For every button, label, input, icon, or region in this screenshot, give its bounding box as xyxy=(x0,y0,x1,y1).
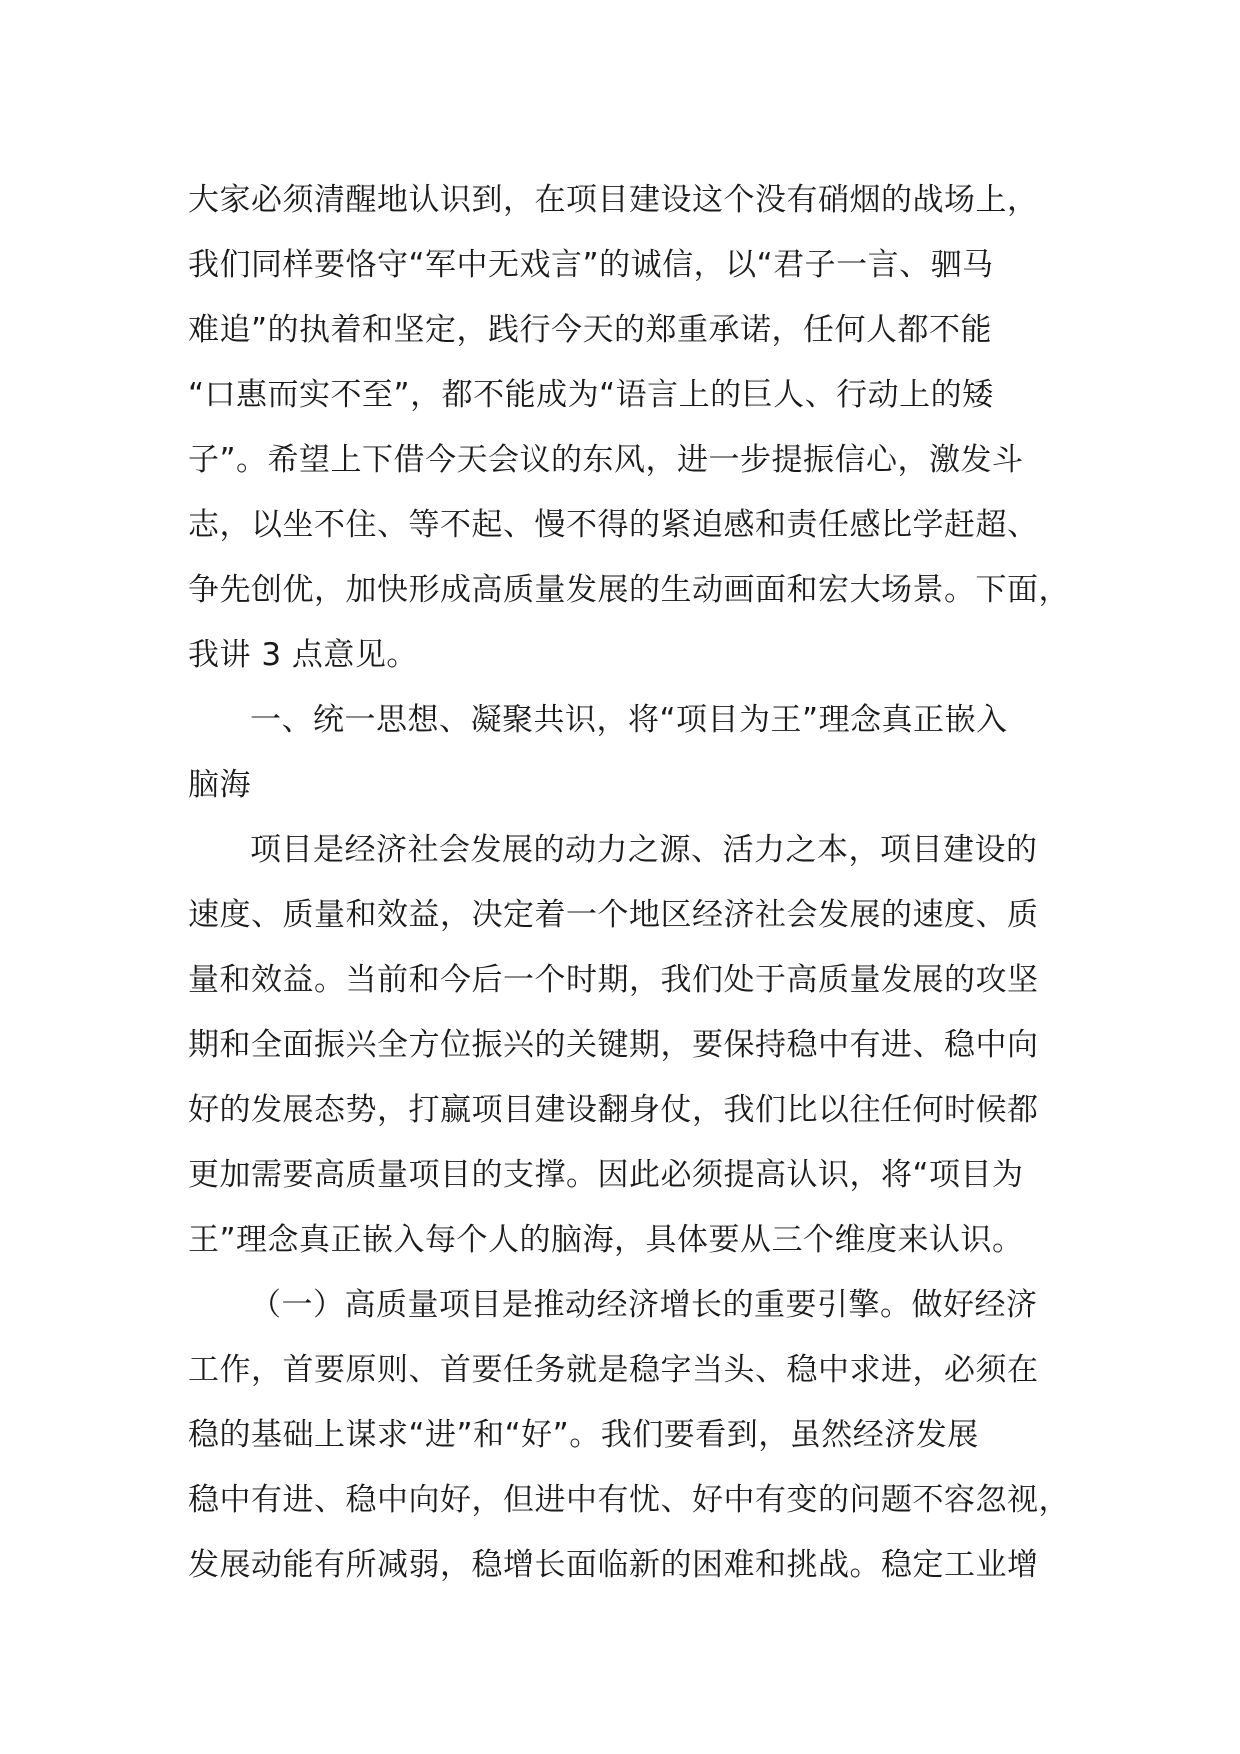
text-line: 我讲 3 点意见。 xyxy=(188,637,418,673)
text-line: 好的发展态势，打赢项目建设翻身仗，我们比以往任何时候都 xyxy=(188,1092,1039,1128)
text-line: 发展动能有所减弱，稳增长面临新的困难和挑战。稳定工业增 xyxy=(188,1547,1039,1583)
text-line: 志，以坐不住、等不起、慢不得的紧迫感和责任感比学赶超、 xyxy=(188,507,1039,543)
document-body xyxy=(188,168,1088,1598)
text-line: 子”。希望上下借今天会议的东风，进一步提振信心，激发斗 xyxy=(188,442,1024,478)
text-line: “口惠而实不至”，都不能成为“语言上的巨人、行动上的矮 xyxy=(188,377,994,413)
text-line: 速度、质量和效益，决定着一个地区经济社会发展的速度、质 xyxy=(188,897,1039,933)
text-line: 争先创优，加快形成高质量发展的生动画面和宏大场景。下面， xyxy=(188,572,1070,608)
text-line: （一）高质量项目是推动经济增长的重要引擎。做好经济 xyxy=(250,1287,1038,1323)
text-line: 大家必须清醒地认识到，在项目建设这个没有硝烟的战场上， xyxy=(188,182,1039,218)
text-line: 脑海 xyxy=(188,767,251,803)
text-line: 稳的基础上谋求“进”和“好”。我们要看到，虽然经济发展 xyxy=(188,1417,979,1453)
text-line: 我们同样要恪守“军中无戏言”的诚信，以“君子一言、驷马 xyxy=(188,247,994,283)
text-line: 难追”的执着和坚定，践行今天的郑重承诺，任何人都不能 xyxy=(188,312,993,348)
text-line: 项目是经济社会发展的动力之源、活力之本，项目建设的 xyxy=(250,832,1038,868)
text-line: 量和效益。当前和今后一个时期，我们处于高质量发展的攻坚 xyxy=(188,962,1039,998)
text-line: 一、统一思想、凝聚共识，将“项目为王”理念真正嵌入 xyxy=(250,702,1008,738)
text-line: 稳中有进、稳中向好，但进中有忧、好中有变的问题不容忽视， xyxy=(188,1482,1070,1518)
text-line: 王”理念真正嵌入每个人的脑海，具体要从三个维度来认识。 xyxy=(188,1222,1024,1258)
text-line: 期和全面振兴全方位振兴的关键期，要保持稳中有进、稳中向 xyxy=(188,1027,1039,1063)
text-line: 更加需要高质量项目的支撑。因此必须提高认识，将“项目为 xyxy=(188,1157,1024,1193)
text-line: 工作，首要原则、首要任务就是稳字当头、稳中求进，必须在 xyxy=(188,1352,1039,1388)
